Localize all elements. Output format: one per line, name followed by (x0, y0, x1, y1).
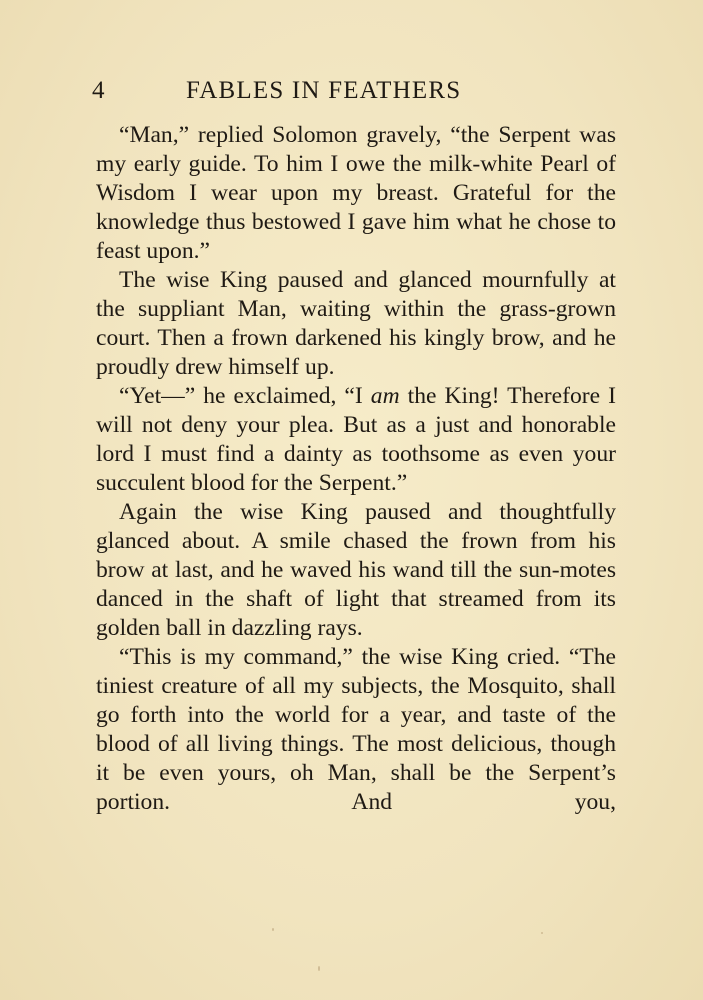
paragraph-5: “This is my command,” the wise King cried. “The tiniest creature of all my subjects, the Mosquito, shall go forth into the world for a year, and taste of the blood of all living things. The most delicious, though it be even yours, oh Man, shall be the Serpent’s portion. And you, (96, 644, 616, 815)
page-number: 4 (92, 77, 106, 104)
paragraph-1: “Man,” replied Solomon gravely, “the Serpent was my early guide. To him I owe the milk-white Pearl of Wisdom I wear upon my breast. Grateful for the knowledge thus bestowed I gave him what he chose to feast upon.” (96, 122, 616, 264)
paper-speck (272, 928, 274, 931)
paragraph-3-after: the King! Therefore I will not deny your plea. But as a just and honorable lord I must find a dainty as toothsome as even your succulent blood for the Serpent.” (96, 383, 617, 496)
body-text (96, 121, 616, 817)
book-title: FABLES IN FEATHERS (186, 77, 462, 104)
paragraph-2: The wise King paused and glanced mournfully at the suppliant Man, waiting within the grass-grown court. Then a frown darkened his kingly brow, and he proudly drew himself up. (96, 267, 616, 380)
paper-speck (541, 932, 543, 934)
paragraph-3-before: “Yet—” he exclaimed, “I (119, 383, 371, 409)
running-head (92, 74, 522, 108)
paragraph-3-emphasis: am (370, 383, 400, 409)
paragraph-3 (96, 382, 616, 498)
paper-speck (318, 966, 320, 971)
paragraph-4: Again the wise King paused and thoughtfully glanced about. A smile chased the frown from his brow at last, and he waved his wand till the sun-motes danced in the shaft of light that streamed from its golden ball in dazzling rays. (96, 499, 616, 641)
